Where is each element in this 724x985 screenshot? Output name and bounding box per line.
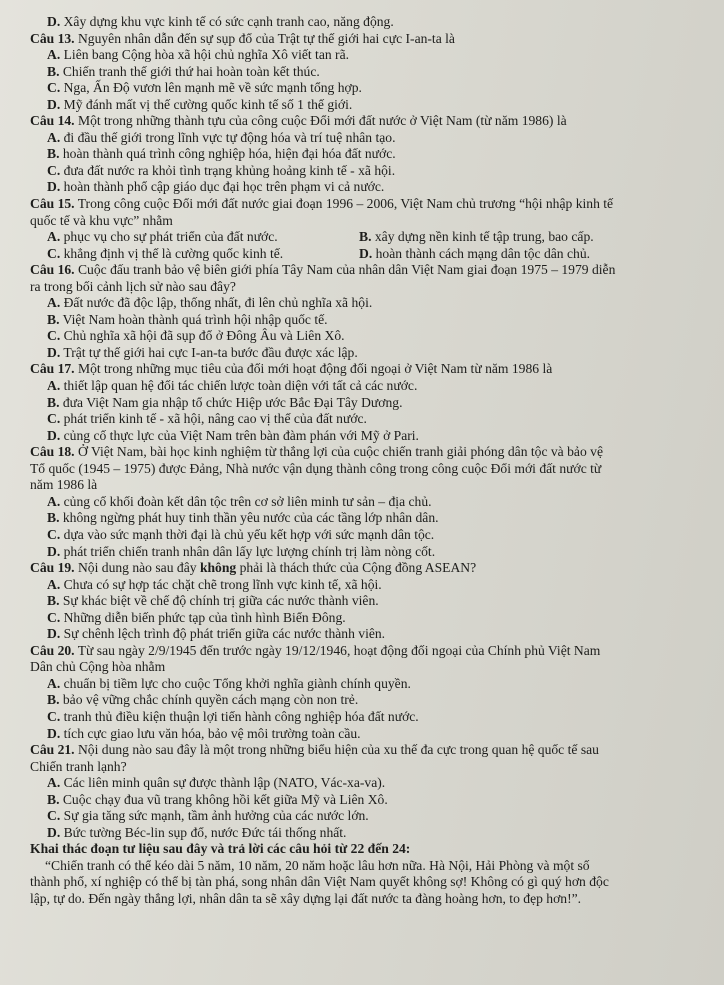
answer-option bbox=[30, 146, 708, 163]
question-number: Câu 18. bbox=[30, 444, 75, 460]
option-letter: C. bbox=[47, 526, 61, 542]
option-text: phát triển chiến tranh nhân dân lấy lực lượng chính trị làm nòng cốt. bbox=[60, 543, 436, 559]
answer-option bbox=[30, 792, 708, 809]
option-letter: D. bbox=[47, 14, 61, 29]
option-letter: A. bbox=[47, 47, 61, 63]
text-line bbox=[30, 279, 708, 296]
quote-line bbox=[30, 858, 708, 875]
option-letter: C. bbox=[47, 162, 61, 178]
option-letter: B. bbox=[47, 593, 60, 609]
option-letter: B. bbox=[47, 394, 60, 410]
option-text: tích cực giao lưu văn hóa, bảo vệ môi trường toàn cầu. bbox=[60, 725, 361, 741]
option-letter: C. bbox=[47, 411, 61, 427]
question-text: Nội dung nào sau đây bbox=[74, 560, 200, 576]
option-text: Xây dựng khu vực kinh tế có sức cạnh tranh cao, năng động. bbox=[60, 14, 394, 29]
option-text: củng cố thực lực của Việt Nam trên bàn đàm phán với Mỹ ở Pari. bbox=[60, 427, 419, 443]
option-text: Các liên minh quân sự được thành lập (NATO, Vác-xa-va). bbox=[60, 775, 386, 791]
answer-option bbox=[30, 428, 708, 445]
continuation-text: ra trong bối cảnh lịch sử nào sau đây? bbox=[30, 278, 236, 294]
option-text: phục vụ cho sự phát triển của đất nước. bbox=[60, 229, 278, 245]
option-text: bảo vệ vững chắc chính quyền cách mạng còn non trẻ. bbox=[59, 692, 359, 708]
answer-option bbox=[30, 577, 708, 594]
option-text: Sự chênh lệch trình độ phát triển giữa các nước thành viên. bbox=[60, 626, 386, 642]
option-letter: A. bbox=[47, 775, 61, 791]
text-line bbox=[30, 461, 708, 478]
answer-option bbox=[30, 47, 708, 64]
option-letter: A. bbox=[47, 493, 61, 509]
option-letter: C. bbox=[47, 708, 61, 724]
answer-option bbox=[30, 97, 708, 114]
answer-option bbox=[30, 544, 708, 561]
option-text: thiết lập quan hệ đối tác chiến lược toàn diện với tất cả các nước. bbox=[60, 378, 418, 394]
question-number: Câu 17. bbox=[30, 361, 75, 377]
option-text: Chưa có sự hợp tác chặt chẽ trong lĩnh vực kinh tế, xã hội. bbox=[60, 576, 382, 592]
answer-option bbox=[359, 246, 590, 263]
answer-option bbox=[30, 345, 708, 362]
question-text: Một trong những mục tiêu của đối mới hoạt động đối ngoại ở Việt Nam từ năm 1986 là bbox=[74, 361, 553, 377]
answer-option bbox=[30, 395, 708, 412]
option-text: hoàn thành cách mạng dân tộc dân chủ. bbox=[372, 245, 591, 261]
section-heading-text: Khai thác đoạn tư liệu sau đây và trả lời các câu hỏi từ 22 đến 24: bbox=[30, 841, 411, 857]
section-heading bbox=[30, 841, 708, 858]
option-text: Chủ nghĩa xã hội đã sụp đổ ở Đông Âu và Liên Xô. bbox=[60, 328, 345, 344]
option-text: Bức tường Béc-lin sụp đổ, nước Đức tái thống nhất. bbox=[60, 824, 347, 840]
question-text: Cuộc đấu tranh bảo vệ biên giới phía Tây Nam của nhân dân Việt Nam giai đoạn 1975 – 1979 diễn bbox=[74, 262, 616, 278]
option-text: Sự gia tăng sức mạnh, tầm ảnh hưởng của các nước lớn. bbox=[60, 808, 369, 824]
option-text: hoàn thành phổ cập giáo dục đại học trên phạm vi cả nước. bbox=[60, 179, 385, 195]
answer-option bbox=[359, 229, 594, 246]
option-text: Việt Nam hoàn thành quá trình hội nhập quốc tế. bbox=[59, 311, 328, 327]
option-letter: B. bbox=[47, 692, 60, 708]
option-letter: C. bbox=[47, 80, 61, 96]
option-letter: D. bbox=[47, 725, 61, 741]
option-text: phát triển kinh tế - xã hội, nâng cao vị thế của đất nước. bbox=[60, 411, 367, 427]
option-letter: C. bbox=[47, 808, 61, 824]
question-text-rest: phải là thách thức của Cộng đồng ASEAN? bbox=[236, 560, 477, 576]
option-text: Cuộc chạy đua vũ trang không hồi kết giữa Mỹ và Liên Xô. bbox=[59, 791, 388, 807]
answer-option bbox=[30, 775, 708, 792]
text-line bbox=[30, 659, 708, 676]
answer-option bbox=[30, 626, 708, 643]
question-stem bbox=[30, 444, 708, 461]
option-letter: B. bbox=[47, 791, 60, 807]
option-text: Sự khác biệt về chế độ chính trị giữa các nước thành viên. bbox=[59, 593, 379, 609]
option-text: hoàn thành quá trình công nghiệp hóa, hiện đại hóa đất nước. bbox=[59, 146, 396, 162]
answer-option bbox=[30, 411, 708, 428]
answer-option-row bbox=[30, 229, 708, 246]
option-letter: D. bbox=[47, 427, 61, 443]
answer-option bbox=[30, 808, 708, 825]
answer-option bbox=[30, 80, 708, 97]
answer-option bbox=[30, 64, 708, 81]
option-letter: C. bbox=[47, 245, 61, 261]
answer-option bbox=[30, 163, 708, 180]
answer-option bbox=[30, 726, 708, 743]
answer-option bbox=[30, 692, 708, 709]
option-letter: A. bbox=[47, 675, 61, 691]
text-line bbox=[30, 891, 708, 908]
text-line bbox=[30, 759, 708, 776]
option-letter: D. bbox=[47, 344, 61, 360]
option-letter: A. bbox=[47, 129, 61, 145]
question-stem bbox=[30, 361, 708, 378]
answer-option bbox=[30, 825, 708, 842]
question-text: Trong công cuộc Đổi mới đất nước giai đoạn 1996 – 2006, Việt Nam chủ trương “hội nhập kinh tế bbox=[74, 196, 614, 212]
option-letter: D. bbox=[47, 179, 61, 195]
answer-option bbox=[30, 610, 708, 627]
question-stem bbox=[30, 113, 708, 130]
answer-option bbox=[30, 130, 708, 147]
option-letter: A. bbox=[47, 229, 61, 245]
question-stem bbox=[30, 643, 708, 660]
answer-option bbox=[30, 676, 708, 693]
answer-option-row bbox=[30, 246, 708, 263]
option-letter: C. bbox=[47, 609, 61, 625]
option-letter: D. bbox=[47, 96, 61, 112]
continuation-text: quốc tế và khu vực” nhằm bbox=[30, 212, 173, 228]
question-stem bbox=[30, 31, 708, 48]
option-text: Mỹ đánh mất vị thế cường quốc kinh tế số 1 thế giới. bbox=[60, 96, 353, 112]
option-letter: D. bbox=[359, 245, 373, 261]
continuation-text: Dân chủ Cộng hòa nhằm bbox=[30, 659, 166, 675]
question-number: Câu 13. bbox=[30, 30, 75, 46]
option-text: xây dựng nền kinh tế tập trung, bao cấp. bbox=[371, 229, 594, 245]
option-text: tranh thủ điều kiện thuận lợi tiến hành công nghiệp hóa đất nước. bbox=[60, 708, 419, 724]
option-letter: B. bbox=[359, 229, 372, 245]
text-line bbox=[30, 213, 708, 230]
answer-option bbox=[30, 312, 708, 329]
option-text: dựa vào sức mạnh thời đại là chủ yếu kết hợp với sức mạnh dân tộc. bbox=[60, 526, 435, 542]
option-text: không ngừng phát huy tinh thần yêu nước của các tầng lớp nhân dân. bbox=[59, 510, 439, 526]
question-number: Câu 21. bbox=[30, 742, 75, 758]
option-letter: A. bbox=[47, 576, 61, 592]
text-line bbox=[30, 874, 708, 891]
answer-option bbox=[30, 494, 708, 511]
option-letter: C. bbox=[47, 328, 61, 344]
question-text: Ở Việt Nam, bài học kinh nghiệm từ thắng lợi của cuộc chiến tranh giải phóng dân tộc và bảo vệ bbox=[74, 444, 603, 460]
option-letter: D. bbox=[47, 543, 61, 559]
option-text: Trật tự thế giới hai cực I-an-ta bước đầu được xác lập. bbox=[60, 344, 358, 360]
question-text: Từ sau ngày 2/9/1945 đến trước ngày 19/12/1946, hoạt động đối ngoại của Chính phủ Việt Nam bbox=[74, 642, 601, 658]
option-text: Đất nước đã độc lập, thống nhất, đi lên chủ nghĩa xã hội. bbox=[60, 295, 373, 311]
option-text: Chiến tranh thế giới thứ hai hoàn toàn kết thúc. bbox=[59, 63, 320, 79]
question-stem bbox=[30, 560, 708, 577]
continuation-text: lập, tự do. Đến ngày thắng lợi, nhân dân ta sẽ xây dựng lại đất nước ta đàng hoàng hơn, to đẹp hơn!”. bbox=[30, 890, 582, 906]
answer-option bbox=[30, 14, 708, 31]
option-letter: D. bbox=[47, 626, 61, 642]
question-text: Một trong những thành tựu của công cuộc Đổi mới đất nước ở Việt Nam (từ năm 1986) là bbox=[74, 113, 567, 129]
continuation-text: thành phố, xí nghiệp có thể bị tàn phá, song nhân dân Việt Nam quyết không sợ! Không có gì quý hơn độc bbox=[30, 874, 609, 890]
question-stem bbox=[30, 196, 708, 213]
question-number: Câu 14. bbox=[30, 113, 75, 129]
option-text: chuẩn bị tiềm lực cho cuộc Tổng khởi nghĩa giành chính quyền. bbox=[60, 675, 411, 691]
answer-option bbox=[30, 328, 708, 345]
answer-option bbox=[30, 527, 708, 544]
question-emphasis: không bbox=[199, 560, 237, 576]
option-text: Những diễn biến phức tạp của tình hình Biển Đông. bbox=[60, 609, 346, 625]
option-letter: B. bbox=[47, 510, 60, 526]
answer-option bbox=[30, 709, 708, 726]
option-text: đi đầu thế giới trong lĩnh vực tự động hóa và trí tuệ nhân tạo. bbox=[60, 129, 396, 145]
answer-option bbox=[47, 246, 359, 263]
question-text: Nguyên nhân dẫn đến sự sụp đổ của Trật tự thế giới hai cực I-an-ta là bbox=[74, 30, 455, 46]
question-number: Câu 16. bbox=[30, 262, 75, 278]
continuation-text: Tổ quốc (1945 – 1975) được Đảng, Nhà nước vận dụng thành công trong công cuộc Đổi mới đất nước từ bbox=[30, 460, 602, 476]
option-text: Nga, Ấn Độ vươn lên mạnh mẽ về sức mạnh tổng hợp. bbox=[60, 80, 362, 96]
quote-text: “Chiến tranh có thể kéo dài 5 năm, 10 năm, 20 năm hoặc lâu hơn nữa. Hà Nội, Hải Phòng và một số bbox=[45, 857, 590, 873]
option-text: củng cố khối đoàn kết dân tộc trên cơ sở liên minh tư sản – địa chủ. bbox=[60, 493, 432, 509]
question-stem bbox=[30, 262, 708, 279]
option-letter: A. bbox=[47, 378, 61, 394]
answer-option bbox=[47, 229, 359, 246]
answer-option bbox=[30, 510, 708, 527]
question-stem bbox=[30, 742, 708, 759]
option-letter: D. bbox=[47, 824, 61, 840]
option-text: Liên bang Cộng hòa xã hội chủ nghĩa Xô viết tan rã. bbox=[60, 47, 350, 63]
answer-option bbox=[30, 295, 708, 312]
option-letter: A. bbox=[47, 295, 61, 311]
continuation-text: năm 1986 là bbox=[30, 477, 98, 493]
question-text: Nội dung nào sau đây là một trong những biểu hiện của xu thế đa cực trong quan hệ quốc tế sau bbox=[74, 742, 599, 758]
answer-option bbox=[30, 179, 708, 196]
question-number: Câu 20. bbox=[30, 642, 75, 658]
continuation-text: Chiến tranh lạnh? bbox=[30, 758, 127, 774]
question-number: Câu 15. bbox=[30, 196, 75, 212]
option-text: đưa đất nước ra khỏi tình trạng khủng hoảng kinh tế - xã hội. bbox=[60, 162, 396, 178]
option-text: khẳng định vị thế là cường quốc kinh tế. bbox=[60, 245, 284, 261]
text-line bbox=[30, 477, 708, 494]
option-text: đưa Việt Nam gia nhập tổ chức Hiệp ước Bắc Đại Tây Dương. bbox=[59, 394, 403, 410]
option-letter: B. bbox=[47, 146, 60, 162]
option-letter: B. bbox=[47, 311, 60, 327]
option-letter: B. bbox=[47, 63, 60, 79]
question-number: Câu 19. bbox=[30, 560, 75, 576]
answer-option bbox=[30, 378, 708, 395]
answer-option bbox=[30, 593, 708, 610]
